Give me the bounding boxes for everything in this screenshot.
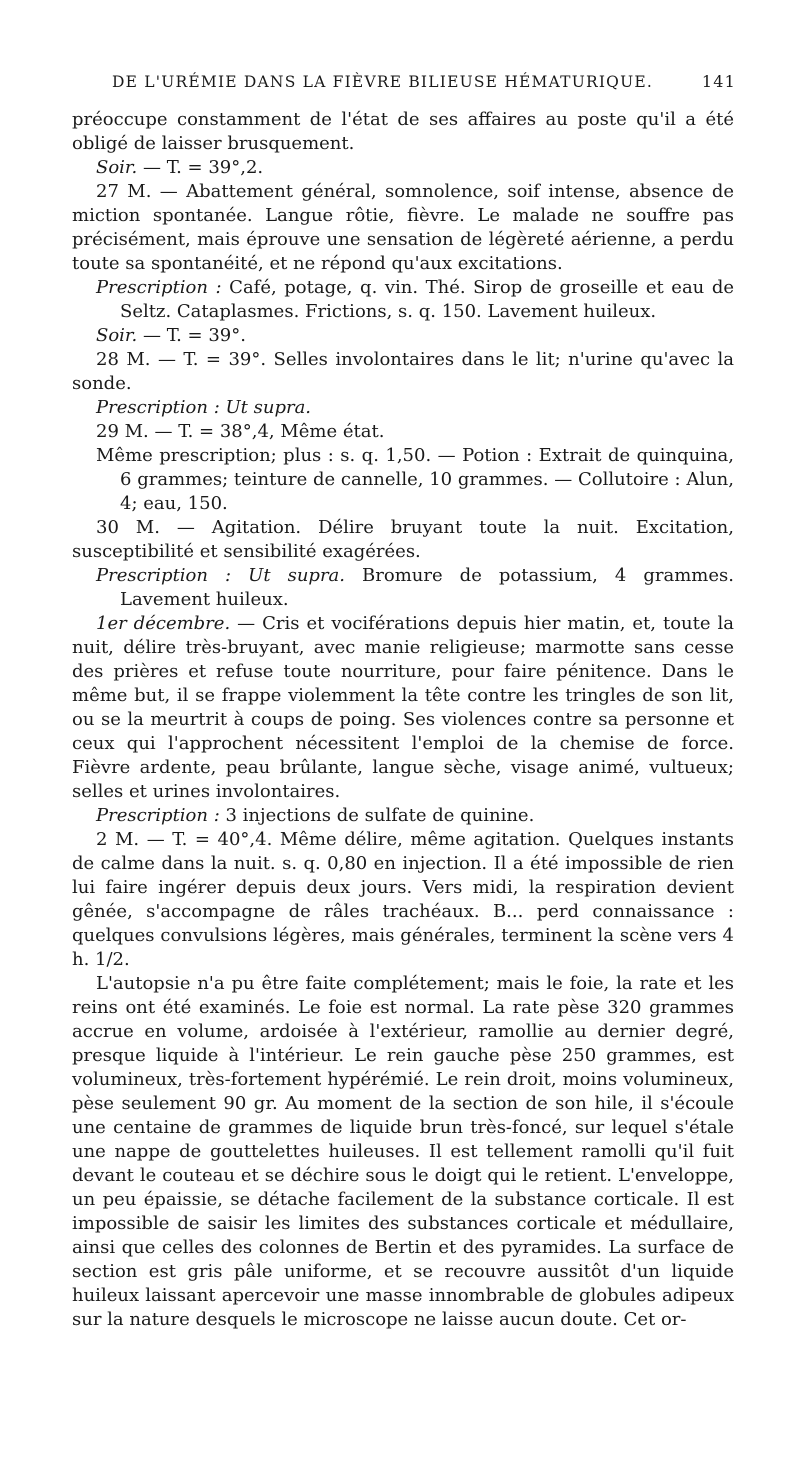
paragraph: préoccupe constamment de l'état de ses affaires au poste qu'il a été obligé de laisser brusquement.	[72, 109, 734, 154]
paragraph: 27 M. — Abattement général, somnolence, soif intense, absence de miction spontanée. Langue rôtie, fièvre. Le malade ne souffre pas précisément, mais éprouve une sensation de légèreté aérienne, a perdu toute sa spontanéité, et ne répond qu'aux excitations.	[72, 181, 734, 274]
paragraph: Soir. — T. = 39°,2.	[96, 157, 264, 178]
paragraph: 28 M. — T. = 39°. Selles involontaires dans le lit; n'urine qu'avec la sonde.	[72, 349, 734, 394]
paragraph: 1er décembre. — Cris et vociférations depuis hier matin, et, toute la nuit, délire très-bruyant, avec manie religieuse; marmotte sans cesse des prières et refuse toute nourriture, pour faire pénitence. Dans le même but, il se frappe violemment la tête contre les tringles de son lit, ou se la meurtrit à coups de poing. Ses violences contre sa personne et ceux qui l'approchent nécessitent l'emploi de la chemise de force. Fièvre ardente, peau brûlante, langue sèche, visage animé, vultueux; selles et urines involontaires.	[72, 613, 734, 802]
paragraph: 30 M. — Agitation. Délire bruyant toute la nuit. Excitation, susceptibilité et sensibilité exagérées.	[72, 517, 734, 562]
paragraph: Même prescription; plus : s. q. 1,50. — Potion : Extrait de quinquina, 6 grammes; teinture de cannelle, 10 grammes. — Collutoire : Alun, 4; eau, 150.	[96, 445, 734, 514]
paragraph: 29 M. — T. = 38°,4, Même état.	[96, 421, 385, 442]
paragraph: Soir. — T. = 39°.	[96, 325, 246, 346]
paragraph: L'autopsie n'a pu être faite complétement; mais le foie, la rate et les reins ont été examinés. Le foie est normal. La rate pèse 320 grammes accrue en volume, ardoisée à l'extérieur, ramollie au dernier degré, presque liquide à l'intérieur. Le rein gauche pèse 250 grammes, est volumineux, très-fortement hypérémié. Le rein droit, moins volumineux, pèse seulement 90 gr. Au moment de la section de son hile, il s'écoule une centaine de grammes de liquide brun très-foncé, sur lequel s'étale une nappe de gouttelettes huileuses. Il est tellement ramolli qu'il fuit devant le couteau et se déchire sous le doigt qui le retient. L'enveloppe, un peu épaissie, se détache facilement de la substance corticale. Il est impossible de saisir les limites des substances corticale et médullaire, ainsi que celles des colonnes de Bertin et des pyramides. La surface de section est gris pâle uniforme, et se recouvre aussitôt d'un liquide huileux laissant apercevoir une masse innombrable de globules adipeux sur la nature desquels le microscope ne laisse aucun doute. Cet or-	[72, 973, 734, 1330]
running-header	[112, 70, 736, 94]
running-title: DE L'URÉMIE DANS LA FIÈVRE BILIEUSE HÉMATURIQUE.	[112, 73, 653, 91]
paragraph: 2 M. — T. = 40°,4. Même délire, même agitation. Quelques instants de calme dans la nuit. s. q. 0,80 en injection. Il a été impossible de rien lui faire ingérer depuis deux jours. Vers midi, la respiration devient gênée, s'accompagne de râles trachéaux. B... perd connaissance : quelques convulsions légères, mais générales, terminent la scène vers 4 h. 1/2.	[72, 829, 734, 970]
paragraph: Prescription : Café, potage, q. vin. Thé. Sirop de groseille et eau de Seltz. Cataplasmes. Frictions, s. q. 150. Lavement huileux.	[96, 277, 735, 322]
paragraph: Prescription : 3 injections de sulfate de quinine.	[96, 805, 535, 826]
body-text	[72, 108, 734, 1332]
page-number: 141	[701, 72, 736, 91]
paragraph: Prescription : Ut supra.	[96, 397, 312, 418]
paragraph: Prescription : Ut supra. Bromure de potassium, 4 grammes. Lavement huileux.	[96, 565, 734, 610]
